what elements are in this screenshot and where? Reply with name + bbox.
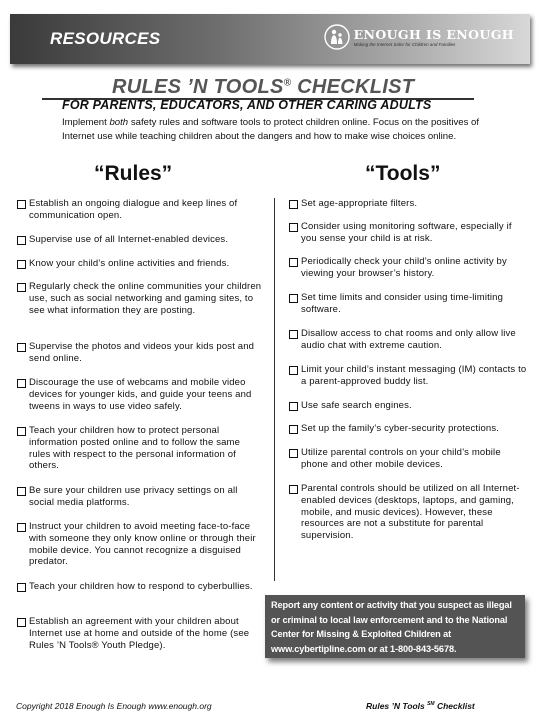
checkbox-icon (289, 223, 298, 232)
rules-item: Teach your children how to respond to cyberbullies. (16, 581, 253, 593)
checkbox-icon (17, 583, 26, 592)
tools-item: Set up the family’s cyber-security protections. (288, 423, 499, 435)
checkbox-icon (17, 260, 26, 269)
footer-title: Rules ’N Tools ℠ Checklist (366, 701, 475, 711)
tools-item: Set age-appropriate filters. (288, 198, 417, 210)
checkbox-icon (17, 427, 26, 436)
rules-item: Establish an ongoing dialogue and keep lines of communication open. (16, 198, 264, 222)
checkbox-icon (289, 402, 298, 411)
page-subtitle: FOR PARENTS, EDUCATORS, AND OTHER CARING ADULTS (62, 98, 432, 112)
page-title: RULES ’N TOOLS® CHECKLIST (112, 76, 415, 98)
tools-item: Disallow access to chat rooms and only allow live audio chat with extreme caution. (288, 328, 528, 352)
tools-heading: “Tools” (365, 162, 441, 185)
rules-item: Supervise the photos and videos your kids post and send online. (16, 341, 264, 365)
rules-item: Know your child’s online activities and friends. (16, 258, 229, 270)
rules-heading: “Rules” (94, 162, 173, 185)
rules-item: Discourage the use of webcams and mobile video devices for younger kids, and guide your teens and tweens in ways to use video safely. (16, 377, 264, 412)
intro-paragraph: Implement both safety rules and software tools to protect children online. Focus on the positives of Internet use while teaching children about the dangers and how to make wise choices online. (62, 117, 480, 142)
checkbox-icon (17, 343, 26, 352)
tools-item: Limit your child’s instant messaging (IM) contacts to a parent-approved buddy list. (288, 364, 528, 388)
section-label: RESOURCES (50, 29, 161, 48)
rules-item: Establish an agreement with your children about Internet use at home and outside of the home (see Rules ’N Tools® Youth Pledge). (16, 616, 264, 651)
column-divider (274, 198, 275, 581)
checkbox-icon (289, 366, 298, 375)
rules-item: Teach your children how to protect personal information posted online and to follow the same rules with respect to the personal information of others. (16, 425, 264, 472)
checkbox-icon (289, 200, 298, 209)
tools-item: Use safe search engines. (288, 400, 412, 412)
footer-copyright: Copyright 2018 Enough Is Enough www.enough.org (16, 701, 212, 711)
checkbox-icon (17, 200, 26, 209)
family-silhouette-icon (324, 24, 350, 50)
checkbox-icon (289, 449, 298, 458)
logo (324, 24, 514, 50)
checkbox-icon (289, 425, 298, 434)
checkbox-icon (17, 379, 26, 388)
tools-item: Parental controls should be utilized on all Internet-enabled devices (desktops, laptops, and gaming, mobile, and music devices). However, these resources are not a substitute for parental supervision. (288, 483, 528, 542)
rules-item: Supervise use of all Internet-enabled devices. (16, 234, 228, 246)
tools-item: Periodically check your child’s online activity by viewing your browser’s history. (288, 256, 528, 280)
checkbox-icon (17, 523, 26, 532)
checkbox-icon (17, 487, 26, 496)
checkbox-icon (289, 330, 298, 339)
checkbox-icon (17, 283, 26, 292)
checkbox-icon (17, 236, 26, 245)
rules-item: Regularly check the online communities your children use, such as social networking and gaming sites, to see what information they are posting. (16, 281, 264, 316)
header-banner (10, 14, 530, 64)
checkbox-icon (17, 618, 26, 627)
tools-item: Consider using monitoring software, especially if you sense your child is at risk. (288, 221, 528, 245)
rules-item: Be sure your children use privacy settings on all social media platforms. (16, 485, 264, 509)
rules-item: Instruct your children to avoid meeting face-to-face with someone they only know online or through their mobile device. You cannot recognize a disguised predator. (16, 521, 264, 568)
checkbox-icon (289, 258, 298, 267)
tools-item: Set time limits and consider using time-limiting software. (288, 292, 528, 316)
tools-item: Utilize parental controls on your child’s mobile phone and other mobile devices. (288, 447, 528, 471)
checkbox-icon (289, 294, 298, 303)
checkbox-icon (289, 485, 298, 494)
report-callout: Report any content or activity that you suspect as illegal or criminal to local law enforcement and to the National Center for Missing & Exploited Children at www.cybertipline.com or at 1-800-843-5678. (265, 595, 525, 658)
logo-name: ENOUGH IS ENOUGH (353, 27, 514, 42)
logo-tagline: Making the Internet Safer for Children and Families (353, 42, 456, 47)
